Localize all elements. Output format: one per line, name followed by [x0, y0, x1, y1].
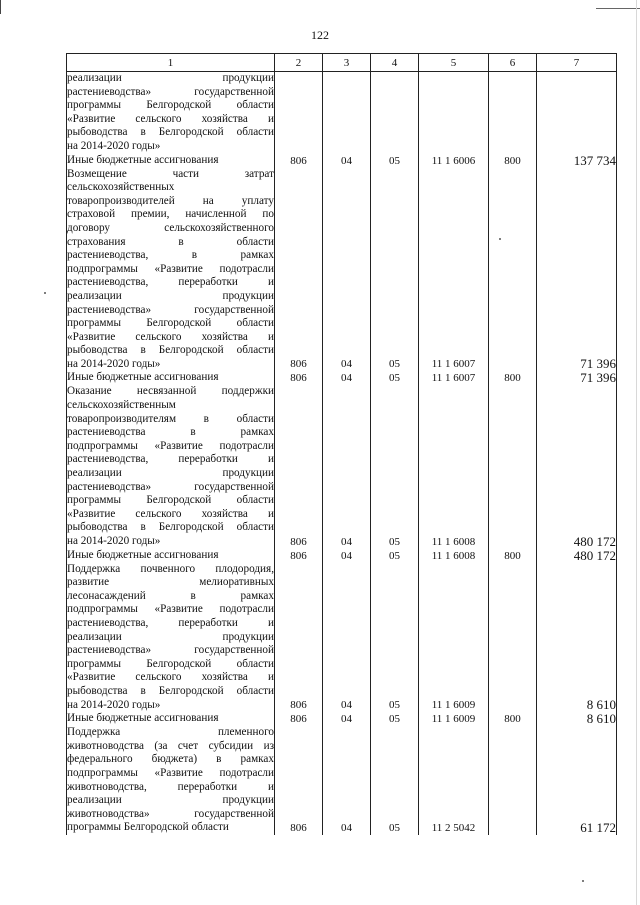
description-line: Иные бюджетные ассигнования — [67, 371, 219, 384]
scan-speck — [582, 880, 584, 882]
row-description — [67, 712, 275, 726]
description-line: реализации продукции — [67, 289, 274, 302]
amount-cell: 71 396 — [537, 371, 617, 385]
subsection-code: 05 — [371, 563, 419, 713]
description-line: растениеводства» государственной — [67, 303, 274, 316]
description-line: федерального бюджета) в рамках — [67, 753, 274, 766]
subsection-code: 05 — [371, 154, 419, 168]
amount-cell: 8 610 — [537, 563, 617, 713]
amount-cell: 71 396 — [537, 168, 617, 372]
header-col-4: 4 — [371, 54, 419, 72]
expense-type-code — [489, 563, 537, 713]
ministry-code — [275, 72, 323, 154]
description-line: растениеводства» государственной — [67, 85, 274, 98]
description-line: растениеводства» государственной — [67, 480, 274, 493]
target-article-code: 11 1 6007 — [419, 168, 489, 372]
amount-cell: 480 172 — [537, 385, 617, 548]
expense-type-code — [489, 168, 537, 372]
header-col-1: 1 — [67, 54, 275, 72]
description-line: развитие мелиоративных — [67, 576, 274, 589]
row-description — [67, 168, 275, 372]
description-line: реализации продукции — [67, 467, 274, 480]
description-line: «Развитие сельского хозяйства и — [67, 330, 274, 343]
description-line: Иные бюджетные ассигнования — [67, 548, 219, 561]
header-col-5: 5 — [419, 54, 489, 72]
expense-type-code: 800 — [489, 371, 537, 385]
table-row — [67, 371, 617, 385]
description-line: Иные бюджетные ассигнования — [67, 712, 219, 725]
description-line: растениеводства, в рамках — [67, 249, 274, 262]
subsection-code: 05 — [371, 385, 419, 548]
target-article-code: 11 1 6008 — [419, 549, 489, 563]
row-description — [67, 385, 275, 548]
description-line: животноводства» государственной — [67, 807, 274, 820]
amount-cell: 61 172 — [537, 726, 617, 835]
description-line: программы Белгородской области — [67, 99, 274, 112]
description-line: растениеводства, переработки и — [67, 616, 274, 629]
amount-cell — [537, 72, 617, 154]
description-line: Иные бюджетные ассигнования — [67, 153, 219, 166]
target-article-code: 11 1 6009 — [419, 712, 489, 726]
description-line: растениеводства, переработки и — [67, 276, 274, 289]
description-line: на 2014-2020 годы» — [67, 535, 161, 547]
target-article-code: 11 1 6008 — [419, 385, 489, 548]
subsection-code: 05 — [371, 549, 419, 563]
section-code: 04 — [323, 563, 371, 713]
description-line: «Развитие сельского хозяйства и — [67, 112, 274, 125]
expense-type-code — [489, 72, 537, 154]
ministry-code: 806 — [275, 563, 323, 713]
amount-cell: 480 172 — [537, 549, 617, 563]
subsection-code — [371, 72, 419, 154]
expense-type-code: 800 — [489, 712, 537, 726]
row-description — [67, 371, 275, 385]
description-line: реализации продукции — [67, 630, 274, 643]
section-code: 04 — [323, 154, 371, 168]
subsection-code: 05 — [371, 712, 419, 726]
expense-type-code — [489, 385, 537, 548]
description-line: подпрограммы «Развитие подотрасли — [67, 766, 274, 779]
section-code — [323, 72, 371, 154]
description-line: лесонасаждений в рамках — [67, 589, 274, 602]
subsection-code: 05 — [371, 168, 419, 372]
section-code: 04 — [323, 712, 371, 726]
description-line: товаропроизводителей на уплату — [67, 194, 274, 207]
ministry-code: 806 — [275, 712, 323, 726]
row-description — [67, 549, 275, 563]
description-line: «Развитие сельского хозяйства и — [67, 507, 274, 520]
scan-edge-mark — [0, 0, 1, 14]
ministry-code: 806 — [275, 154, 323, 168]
description-line: Поддержка племенного — [67, 726, 274, 739]
expense-type-code — [489, 726, 537, 835]
description-line: страховой премии, начисленной по — [67, 208, 274, 221]
description-line: животноводства, переработки и — [67, 780, 274, 793]
header-col-3: 3 — [323, 54, 371, 72]
header-col-7: 7 — [537, 54, 617, 72]
description-line: рыбоводства в Белгородской области — [67, 344, 274, 357]
section-code: 04 — [323, 371, 371, 385]
description-line: подпрограммы «Развитие подотрасли — [67, 603, 274, 616]
description-line: подпрограммы «Развитие подотрасли — [67, 262, 274, 275]
description-line: программы Белгородской области — [67, 657, 274, 670]
section-code: 04 — [323, 726, 371, 835]
table-row — [67, 385, 617, 548]
description-line: на 2014-2020 годы» — [67, 698, 161, 711]
table-row — [67, 154, 617, 168]
target-article-code: 11 1 6007 — [419, 371, 489, 385]
row-description — [67, 563, 275, 713]
header-col-6: 6 — [489, 54, 537, 72]
table-row — [67, 168, 617, 372]
scan-speck — [44, 292, 46, 294]
table-row — [67, 72, 617, 154]
target-article-code: 11 2 5042 — [419, 726, 489, 835]
description-line: сельскохозяйственным — [67, 399, 176, 412]
description-line: сельскохозяйственных — [67, 181, 175, 194]
budget-table — [66, 53, 617, 835]
description-line: растениеводства, переработки и — [67, 453, 274, 466]
target-article-code: 11 1 6006 — [419, 154, 489, 168]
table-body — [67, 72, 617, 835]
description-line: рыбоводства в Белгородской области — [67, 684, 274, 697]
description-line: на 2014-2020 годы» — [67, 139, 161, 152]
description-line: товаропроизводителям в области — [67, 412, 274, 425]
description-line: «Развитие сельского хозяйства и — [67, 671, 274, 684]
table-row — [67, 563, 617, 713]
description-line: программы Белгородской области — [67, 821, 229, 834]
ministry-code: 806 — [275, 726, 323, 835]
table-row — [67, 712, 617, 726]
table-row — [67, 726, 617, 835]
ministry-code: 806 — [275, 168, 323, 372]
page-edge — [636, 0, 637, 905]
description-line: растениеводства» государственной — [67, 644, 274, 657]
header-col-2: 2 — [275, 54, 323, 72]
ministry-code: 806 — [275, 385, 323, 548]
ministry-code: 806 — [275, 549, 323, 563]
row-description — [67, 72, 275, 154]
target-article-code — [419, 72, 489, 154]
section-code: 04 — [323, 549, 371, 563]
section-code: 04 — [323, 168, 371, 372]
amount-cell: 8 610 — [537, 712, 617, 726]
description-line: программы Белгородской области — [67, 317, 274, 330]
expense-type-code: 800 — [489, 154, 537, 168]
description-line: животноводства (за счет субсидии из — [67, 739, 274, 752]
description-line: рыбоводства в Белгородской области — [67, 126, 274, 139]
expense-type-code: 800 — [489, 549, 537, 563]
description-line: Оказание несвязанной поддержки — [67, 385, 274, 398]
description-line: рыбоводства в Белгородской области — [67, 521, 274, 534]
description-line: подпрограммы «Развитие подотрасли — [67, 439, 274, 452]
subsection-code: 05 — [371, 371, 419, 385]
table-row — [67, 549, 617, 563]
row-description — [67, 154, 275, 168]
section-code: 04 — [323, 385, 371, 548]
row-description — [67, 726, 275, 835]
target-article-code: 11 1 6009 — [419, 563, 489, 713]
description-line: растениеводства в рамках — [67, 426, 274, 439]
description-line: реализации продукции — [67, 72, 274, 84]
description-line: на 2014-2020 годы» — [67, 357, 161, 370]
description-line: программы Белгородской области — [67, 494, 274, 507]
description-line: договору сельскохозяйственного — [67, 221, 274, 234]
amount-cell: 137 734 — [537, 154, 617, 168]
page-number: 122 — [311, 28, 329, 42]
description-line: страхования в области — [67, 235, 274, 248]
subsection-code: 05 — [371, 726, 419, 835]
table-header — [67, 54, 617, 72]
description-line: Возмещение части затрат — [67, 167, 274, 180]
scan-edge-mark-right — [596, 8, 640, 9]
description-line: Поддержка почвенного плодородия, — [67, 562, 274, 575]
description-line: реализации продукции — [67, 794, 274, 807]
ministry-code: 806 — [275, 371, 323, 385]
